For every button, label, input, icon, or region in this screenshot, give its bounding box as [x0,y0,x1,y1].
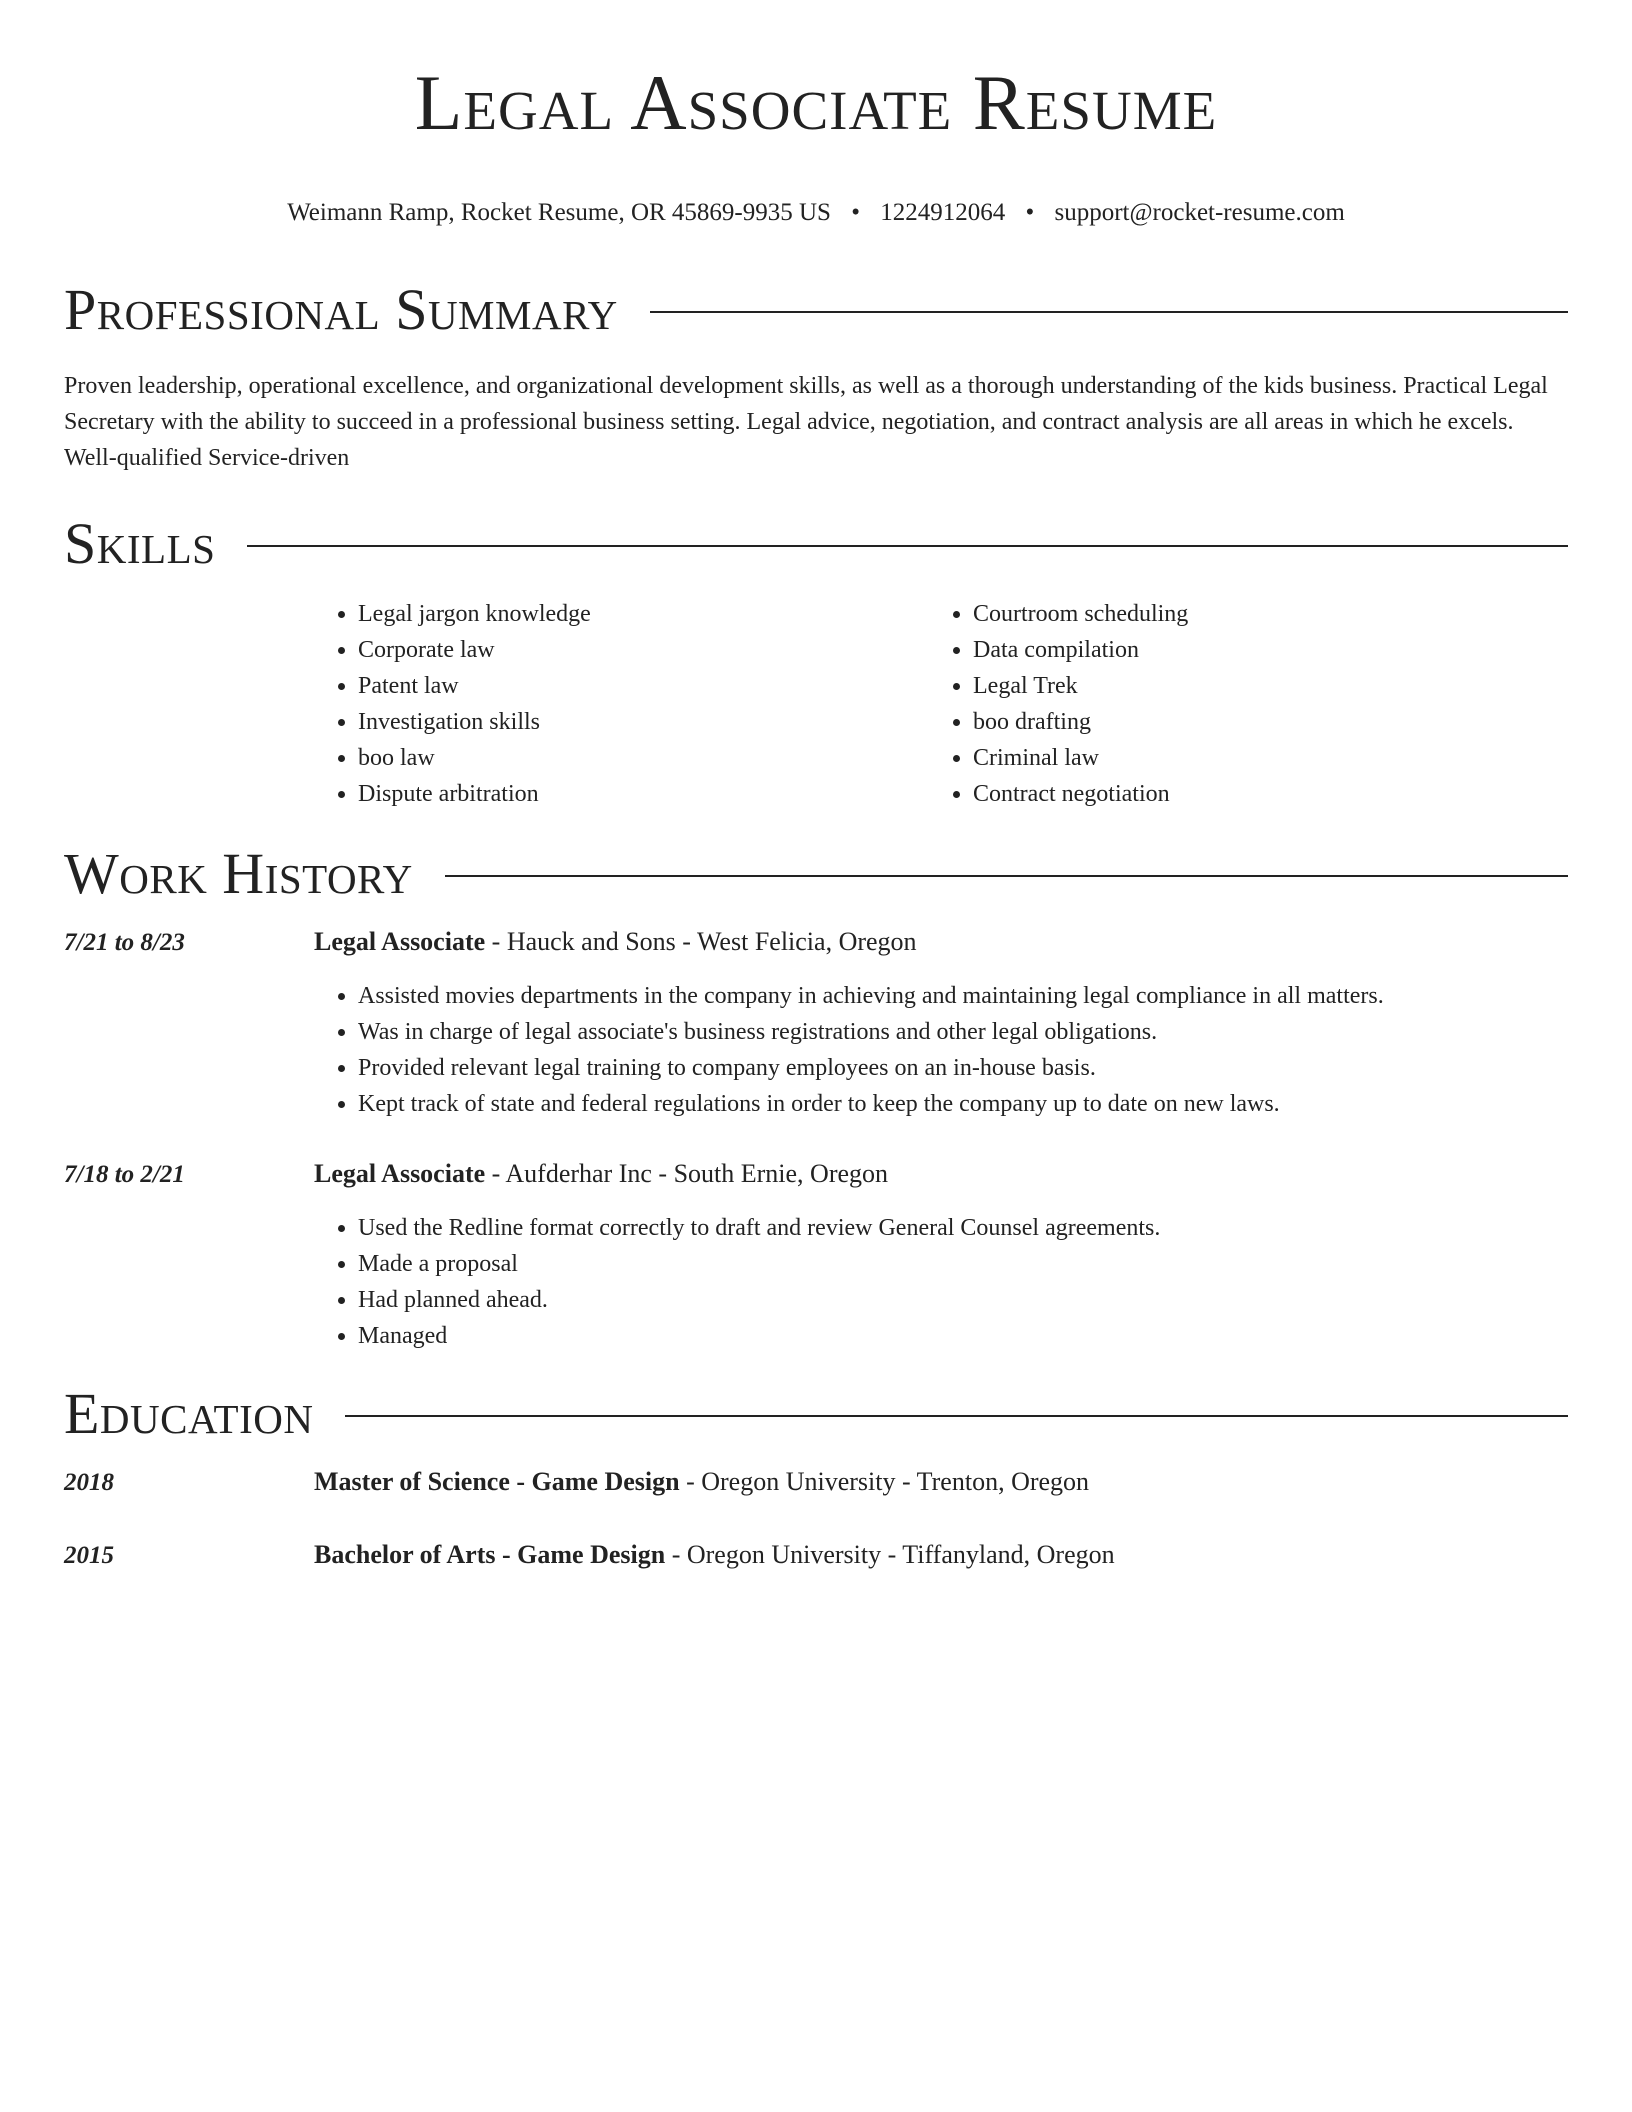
skill-item: • Investigation skills [358,704,929,740]
work-history-heading: Work History [64,841,413,906]
skills-heading: Skills [64,511,216,576]
education-section [64,1376,1568,1574]
skill-item: • boo law [358,740,929,776]
skill-item: • Legal jargon knowledge [358,596,929,632]
contact-address: Weimann Ramp, Rocket Resume, OR 45869-9935 US [287,199,831,226]
duty-item: • Made a proposal [358,1246,1568,1282]
education-entry [64,1537,1568,1574]
job-dates: 7/21 to 8/23 [64,929,185,956]
summary-heading: Professional Summary [64,277,618,342]
education-heading: Education [64,1381,314,1446]
duty-item: • Kept track of state and federal regulations in order to keep the company up to date on new laws. [358,1086,1568,1122]
job-header-row [64,924,1568,961]
skills-section [64,506,1568,812]
job-duties-list [314,978,1568,1122]
job-title: Legal Associate [314,927,486,956]
section-divider [247,545,1568,547]
duty-item: • Assisted movies departments in the company in achieving and maintaining legal compliance in all matters. [358,978,1568,1014]
contact-phone: 1224912064 [880,199,1006,226]
duty-item: • Had planned ahead. [358,1282,1568,1318]
skill-item: • Courtroom scheduling [973,596,1544,632]
work-history-section [64,836,1568,1354]
summary-section [64,272,1568,476]
education-header [64,1376,1568,1452]
education-school-location: - Oregon University - Tiffanyland, Oregon [665,1540,1115,1569]
skills-list-right [929,596,1544,812]
education-year: 2018 [64,1469,114,1496]
job-title: Legal Associate [314,1159,486,1188]
job-employer-location: - Hauck and Sons - West Felicia, Oregon [485,927,917,956]
job-entry [64,1156,1568,1354]
work-history-header [64,836,1568,912]
summary-header [64,272,1568,348]
job-header-row [64,1156,1568,1193]
duty-item: • Provided relevant legal training to company employees on an in-house basis. [358,1050,1568,1086]
contact-line [64,196,1568,230]
skill-item: • Contract negotiation [973,776,1544,812]
section-divider [445,875,1568,877]
education-entry [64,1464,1568,1501]
skill-item: • Dispute arbitration [358,776,929,812]
education-degree: Bachelor of Arts - Game Design [314,1540,666,1569]
skill-item: • boo drafting [973,704,1544,740]
skill-item: • Legal Trek [973,668,1544,704]
skills-grid [314,596,1568,812]
education-heading-line [314,1537,1115,1573]
summary-text: Proven leadership, operational excellence, and organizational development skills, as well as a thorough understanding of the kids business. Practical Legal Secretary with the ability to succeed in a professional business setting. Legal advice, negotiation, and contract analysis are all areas in which he excels. Well-qualified Service-driven [64,373,1548,471]
job-entry [64,924,1568,1122]
skill-item: • Patent law [358,668,929,704]
job-duties [314,1210,1568,1354]
job-duties [314,978,1568,1122]
skill-item: • Criminal law [973,740,1544,776]
education-degree: Master of Science - Game Design [314,1467,680,1496]
job-heading [314,924,917,960]
job-duties-list [314,1210,1568,1354]
duty-item: • Used the Redline format correctly to draft and review General Counsel agreements. [358,1210,1568,1246]
skill-item: • Data compilation [973,632,1544,668]
education-school-location: - Oregon University - Trenton, Oregon [679,1467,1090,1496]
skill-item: • Corporate law [358,632,929,668]
contact-email: support@rocket-resume.com [1054,199,1345,226]
job-employer-location: - Aufderhar Inc - South Ernie, Oregon [485,1159,889,1188]
skills-column-right [929,596,1544,812]
contact-separator: • [1025,199,1035,226]
skills-column-left [314,596,929,812]
job-heading [314,1156,888,1192]
duty-item: • Was in charge of legal associate's business registrations and other legal obligations. [358,1014,1568,1050]
resume-title: Legal Associate Resume [414,59,1218,146]
skills-header [64,506,1568,582]
skills-list-left [314,596,929,812]
section-divider [345,1415,1568,1417]
contact-separator: • [851,199,860,226]
education-year: 2015 [64,1542,114,1569]
job-dates: 7/18 to 2/21 [64,1161,185,1188]
duty-item: • Managed [358,1318,1568,1354]
section-divider [650,311,1568,313]
education-heading-line [314,1464,1089,1500]
